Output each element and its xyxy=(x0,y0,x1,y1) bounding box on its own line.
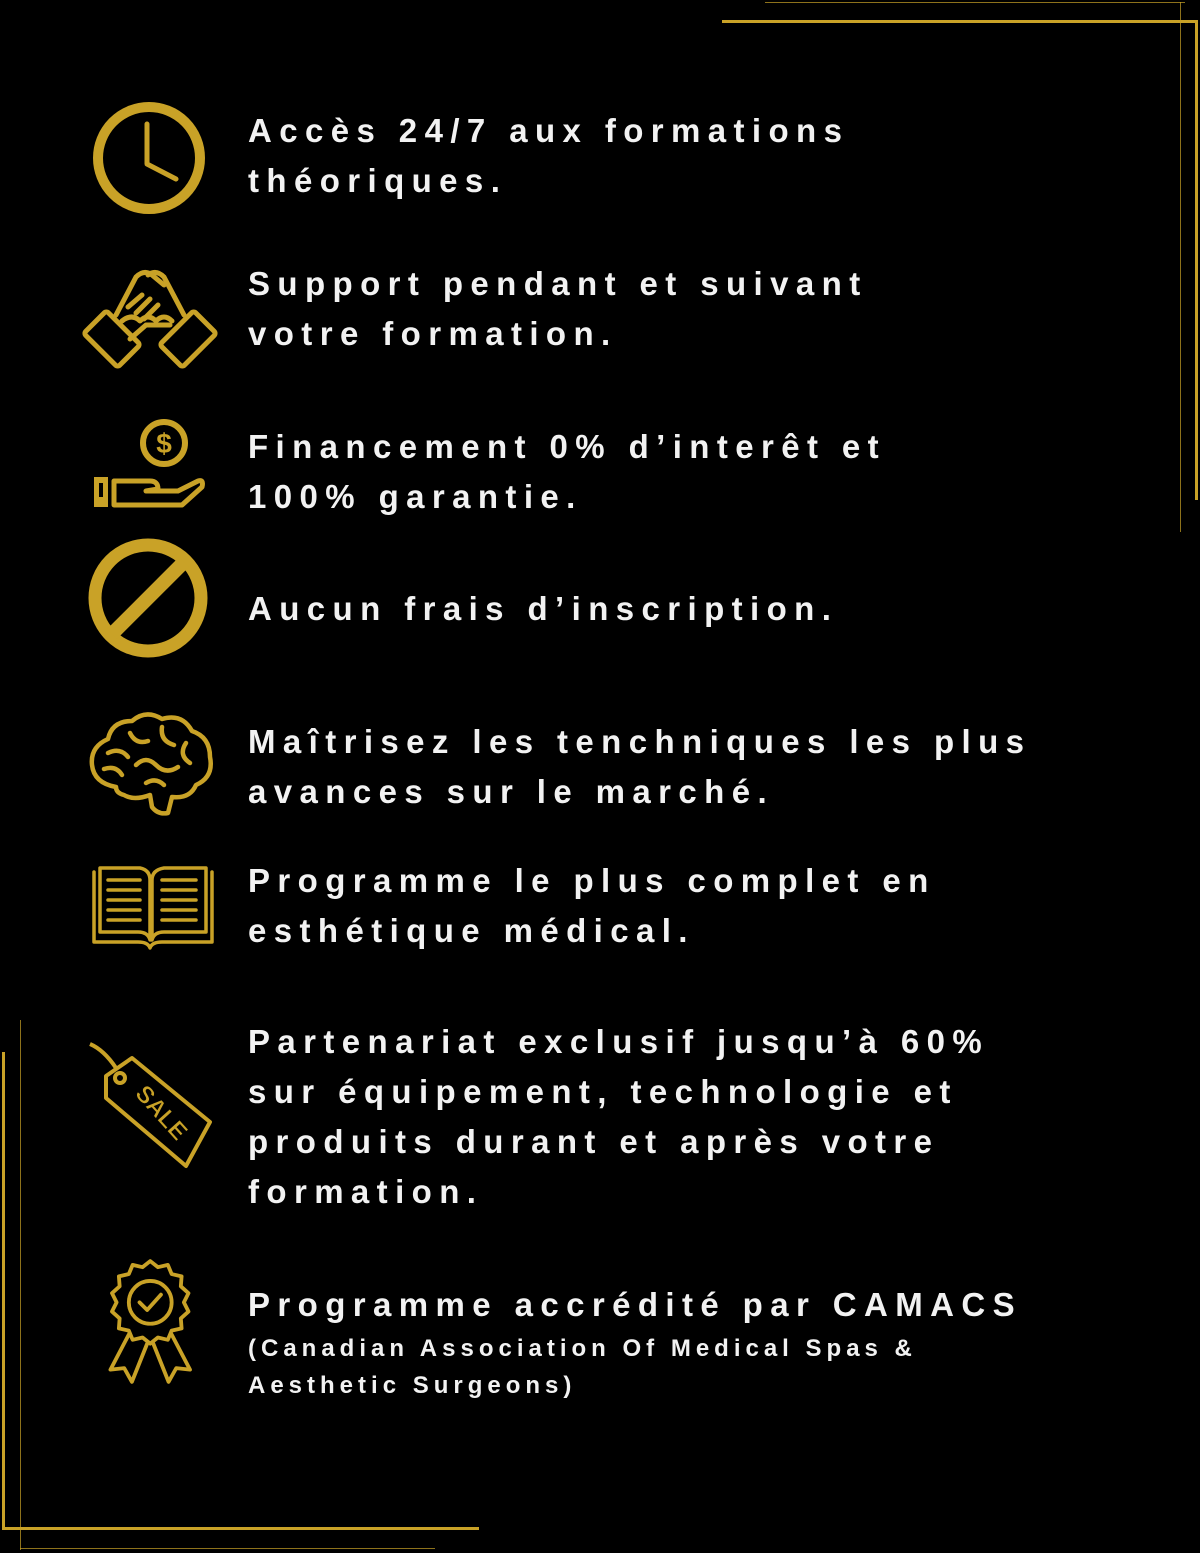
award-badge-icon xyxy=(86,1258,216,1388)
feature-text-line: formation. xyxy=(248,1173,484,1210)
feature-subtext-line: (Canadian Association Of Medical Spas & xyxy=(248,1335,917,1362)
frame-right-line-thin xyxy=(1180,2,1181,532)
handshake-icon xyxy=(86,255,216,385)
frame-top-line xyxy=(722,20,1197,23)
frame-right-line xyxy=(1195,20,1198,500)
feature-text-line: sur équipement, technologie et xyxy=(248,1073,958,1110)
brain-icon xyxy=(86,703,216,833)
feature-text-line: Support pendant et suivant xyxy=(248,265,868,302)
feature-text-line: Financement 0% d’interêt et xyxy=(248,428,887,465)
frame-bottom-line-thin xyxy=(20,1548,435,1549)
sale-tag-label: SALE xyxy=(129,1080,193,1146)
feature-text-line: esthétique médical. xyxy=(248,912,695,949)
feature-text-line: avances sur le marché. xyxy=(248,773,775,810)
feature-text-line: produits durant et après votre xyxy=(248,1123,940,1160)
feature-text-line: votre formation. xyxy=(248,315,618,352)
frame-left-line-thin xyxy=(20,1020,21,1550)
feature-text-line: Maîtrisez les tenchniques les plus xyxy=(248,723,1032,760)
svg-text:$: $ xyxy=(156,428,172,459)
frame-top-line-thin xyxy=(765,2,1185,3)
frame-left-line xyxy=(2,1052,5,1530)
sale-tag-icon xyxy=(86,1040,216,1170)
feature-text-line: 100% garantie. xyxy=(248,478,583,515)
prohibited-icon xyxy=(86,534,216,664)
feature-subtext-line: Aesthetic Surgeons) xyxy=(248,1372,577,1399)
clock-icon xyxy=(86,94,216,224)
feature-text-line: théoriques. xyxy=(248,162,508,199)
feature-text-line: Programme le plus complet en xyxy=(248,862,936,899)
money-hand-icon xyxy=(86,415,216,545)
feature-text-line: Accès 24/7 aux formations xyxy=(248,112,850,149)
open-book-icon xyxy=(86,848,216,978)
feature-text-line: Partenariat exclusif jusqu’à 60% xyxy=(248,1023,990,1060)
feature-text-line: Programme accrédité par CAMACS xyxy=(248,1286,1023,1323)
feature-text-line: Aucun frais d’inscription. xyxy=(248,590,839,627)
frame-bottom-line xyxy=(2,1527,479,1530)
